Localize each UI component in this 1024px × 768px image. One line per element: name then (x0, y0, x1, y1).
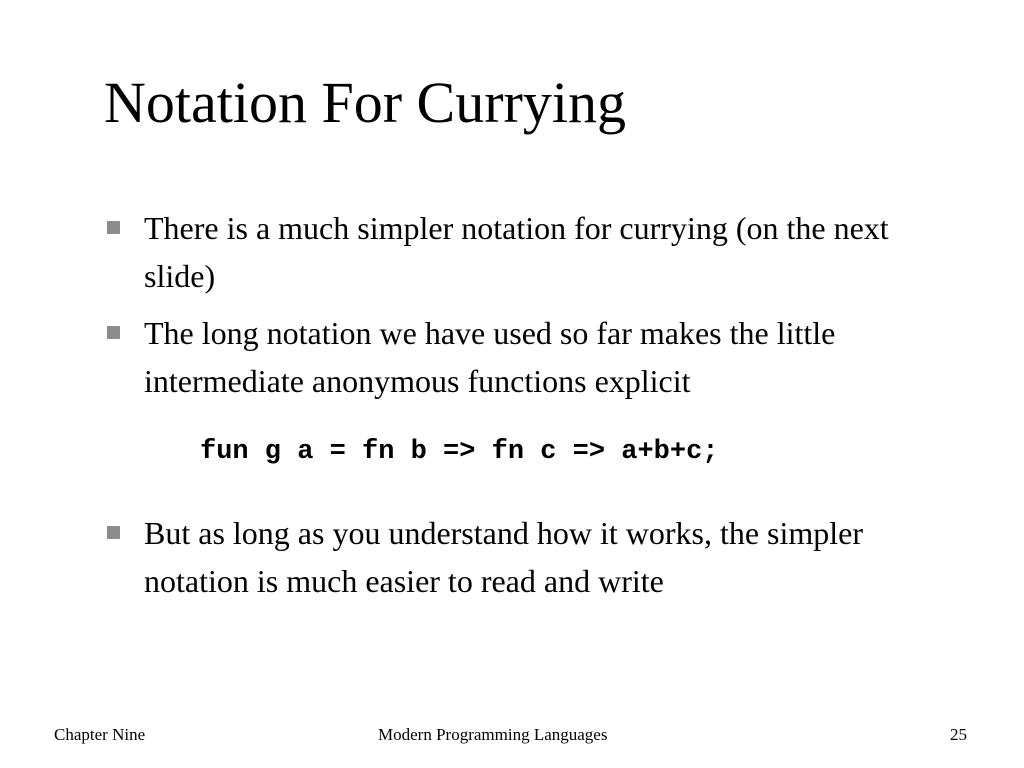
bullet-text: But as long as you understand how it works, the simpler notation is much easier to read and write (144, 515, 864, 599)
square-bullet-icon (107, 526, 120, 539)
bullet-text: There is a much simpler notation for currying (on the next slide) (144, 210, 889, 294)
bullet-item (144, 309, 964, 405)
code-example: fun g a = fn b => fn c => a+b+c; (200, 437, 719, 467)
footer-course-title: Modern Programming Languages (378, 725, 608, 744)
square-bullet-icon (107, 221, 120, 234)
square-bullet-icon (107, 326, 120, 339)
bullet-item (144, 204, 964, 300)
slide-title: Notation For Currying (104, 70, 626, 135)
bullet-text: The long notation we have used so far makes the little intermediate anonymous functions explicit (144, 315, 836, 399)
footer-chapter: Chapter Nine (54, 725, 146, 744)
bullet-item (144, 509, 964, 605)
footer-page-number: 25 (950, 725, 967, 744)
